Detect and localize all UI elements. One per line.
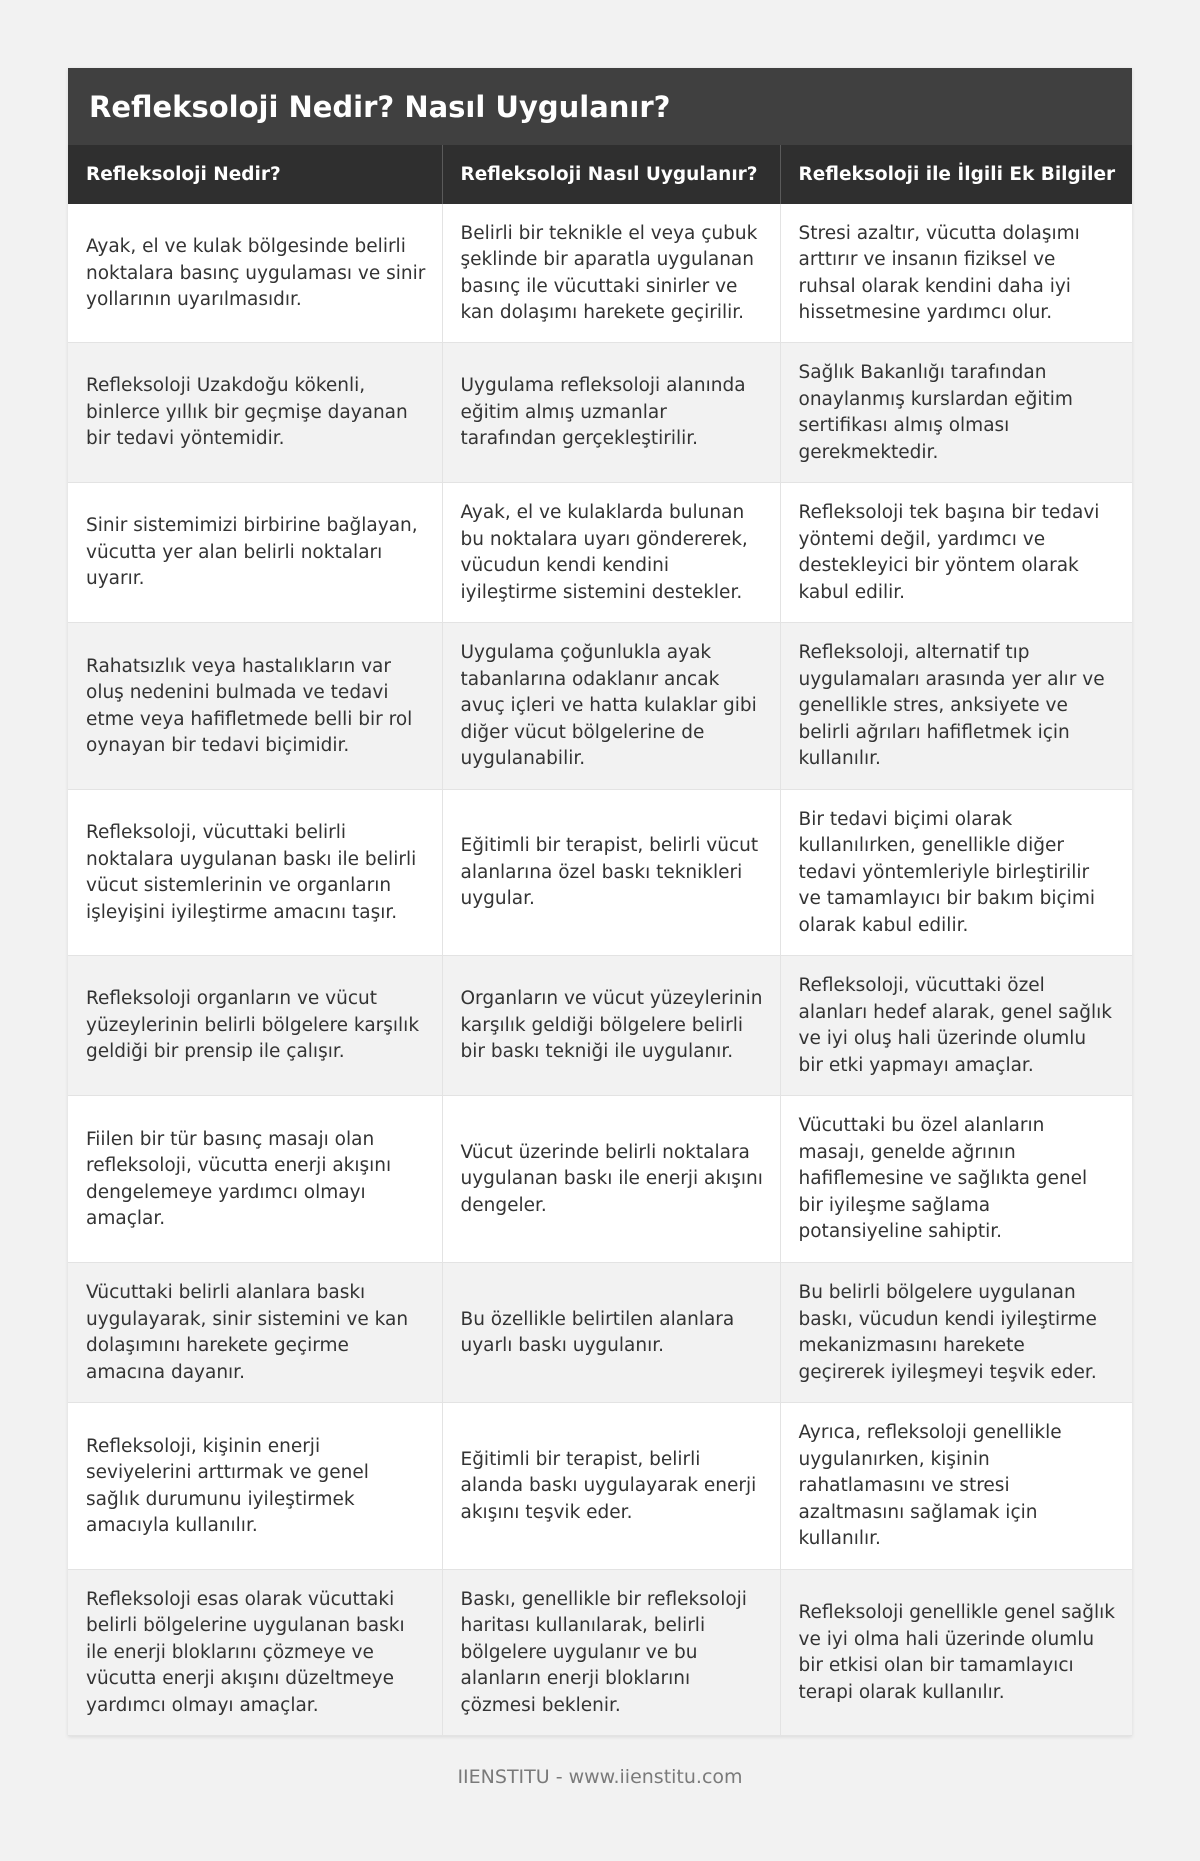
column-header-extra: Refleksoloji ile İlgili Ek Bilgiler [780, 145, 1132, 204]
footer-credit: IIENSTITU - www.iienstitu.com [457, 1766, 743, 1788]
table-cell: Baskı, genellikle bir refleksoloji haritası kullanılarak, belirli bölgelere uygulanır ve bu alanların enerji bloklarını çözmesi beklenir. [442, 1569, 780, 1735]
table-cell: Refleksoloji tek başına bir tedavi yöntemi değil, yardımcı ve destekleyici bir yöntem olarak kabul edilir. [780, 482, 1132, 622]
table-cell: Bir tedavi biçimi olarak kullanılırken, genellikle diğer tedavi yöntemleriyle birleştirilir ve tamamlayıcı bir bakım biçimi olarak kabul edilir. [780, 789, 1132, 955]
table-cell: Stresi azaltır, vücutta dolaşımı arttırır ve insanın fiziksel ve ruhsal olarak kendini daha iyi hissetmesine yardımcı olur. [780, 204, 1132, 342]
table-cell: Refleksoloji esas olarak vücuttaki belirli bölgelerine uygulanan baskı ile enerji bloklarını çözmeye ve vücutta enerji akışını düzeltmeye yardımcı olmayı amaçlar. [68, 1569, 442, 1735]
table-cell: Refleksoloji, vücuttaki özel alanları hedef alarak, genel sağlık ve iyi oluş hali üzerinde olumlu bir etki yapmayı amaçlar. [780, 955, 1132, 1095]
table-row [68, 1569, 1132, 1735]
table-cell: Bu özellikle belirtilen alanlara uyarlı baskı uygulanır. [442, 1262, 780, 1402]
table-cell: Eğitimli bir terapist, belirli alanda baskı uygulayarak enerji akışını teşvik eder. [442, 1402, 780, 1569]
table-cell: Refleksoloji, kişinin enerji seviyelerini arttırmak ve genel sağlık durumunu iyileştirmek amacıyla kullanılır. [68, 1402, 442, 1569]
table-cell: Refleksoloji organların ve vücut yüzeylerinin belirli bölgelere karşılık geldiği bir prensip ile çalışır. [68, 955, 442, 1095]
table-cell: Refleksoloji, vücuttaki belirli noktalara uygulanan baskı ile belirli vücut sistemlerinin ve organların işleyişini iyileştirme amacını taşır. [68, 789, 442, 955]
table-row [68, 342, 1132, 482]
table-row [68, 622, 1132, 789]
table-row [68, 204, 1132, 342]
table-cell: Uygulama çoğunlukla ayak tabanlarına odaklanır ancak avuç içleri ve hatta kulaklar gibi diğer vücut bölgelerine de uygulanabilir. [442, 622, 780, 789]
table-cell: Vücut üzerinde belirli noktalara uygulanan baskı ile enerji akışını dengeler. [442, 1095, 780, 1262]
table-cell: Refleksoloji genellikle genel sağlık ve iyi olma hali üzerinde olumlu bir etkisi olan bir tamamlayıcı terapi olarak kullanılır. [780, 1569, 1132, 1735]
column-header-what: Refleksoloji Nedir? [68, 145, 442, 204]
table-cell: Ayak, el ve kulaklarda bulunan bu noktalara uyarı göndererek, vücudun kendi kendini iyileştirme sistemini destekler. [442, 482, 780, 622]
table-cell: Ayak, el ve kulak bölgesinde belirli noktalara basınç uygulaması ve sinir yollarının uyarılmasıdır. [68, 204, 442, 342]
table-cell: Rahatsızlık veya hastalıkların var oluş nedenini bulmada ve tedavi etme veya hafifletmede belli bir rol oynayan bir tedavi biçimidir. [68, 622, 442, 789]
table-cell: Uygulama refleksoloji alanında eğitim almış uzmanlar tarafından gerçekleştirilir. [442, 342, 780, 482]
table-cell: Fiilen bir tür basınç masajı olan refleksoloji, vücutta enerji akışını dengelemeye yardımcı olmayı amaçlar. [68, 1095, 442, 1262]
table-row [68, 482, 1132, 622]
header-row [68, 145, 1132, 204]
table-body [68, 204, 1132, 1735]
column-header-how: Refleksoloji Nasıl Uygulanır? [442, 145, 780, 204]
table-row [68, 1402, 1132, 1569]
info-table [68, 145, 1132, 1736]
table-row [68, 1095, 1132, 1262]
page-title: Refleksoloji Nedir? Nasıl Uygulanır? [68, 68, 1132, 145]
table-cell: Refleksoloji, alternatif tıp uygulamaları arasında yer alır ve genellikle stres, anksiyete ve belirli ağrıları hafifletmek için kullanılır. [780, 622, 1132, 789]
table-cell: Organların ve vücut yüzeylerinin karşılık geldiği bölgelere belirli bir baskı tekniği ile uygulanır. [442, 955, 780, 1095]
table-row [68, 1262, 1132, 1402]
table-cell: Belirli bir teknikle el veya çubuk şeklinde bir aparatla uygulanan basınç ile vücuttaki sinirler ve kan dolaşımı harekete geçirilir. [442, 204, 780, 342]
table-cell: Bu belirli bölgelere uygulanan baskı, vücudun kendi iyileştirme mekanizmasını harekete geçirerek iyileşmeyi teşvik eder. [780, 1262, 1132, 1402]
table-cell: Vücuttaki bu özel alanların masajı, genelde ağrının hafiflemesine ve sağlıkta genel bir iyileşme sağlama potansiyeline sahiptir. [780, 1095, 1132, 1262]
table-row [68, 789, 1132, 955]
table-header [68, 145, 1132, 204]
table-card [68, 68, 1132, 1736]
table-cell: Eğitimli bir terapist, belirli vücut alanlarına özel baskı teknikleri uygular. [442, 789, 780, 955]
table-cell: Sinir sistemimizi birbirine bağlayan, vücutta yer alan belirli noktaları uyarır. [68, 482, 442, 622]
table-cell: Sağlık Bakanlığı tarafından onaylanmış kurslardan eğitim sertifikası almış olması gerekmektedir. [780, 342, 1132, 482]
table-cell: Vücuttaki belirli alanlara baskı uygulayarak, sinir sistemini ve kan dolaşımını harekete geçirme amacına dayanır. [68, 1262, 442, 1402]
table-row [68, 955, 1132, 1095]
table-cell: Refleksoloji Uzakdoğu kökenli, binlerce yıllık bir geçmişe dayanan bir tedavi yöntemidir. [68, 342, 442, 482]
table-cell: Ayrıca, refleksoloji genellikle uygulanırken, kişinin rahatlamasını ve stresi azaltmasını sağlamak için kullanılır. [780, 1402, 1132, 1569]
